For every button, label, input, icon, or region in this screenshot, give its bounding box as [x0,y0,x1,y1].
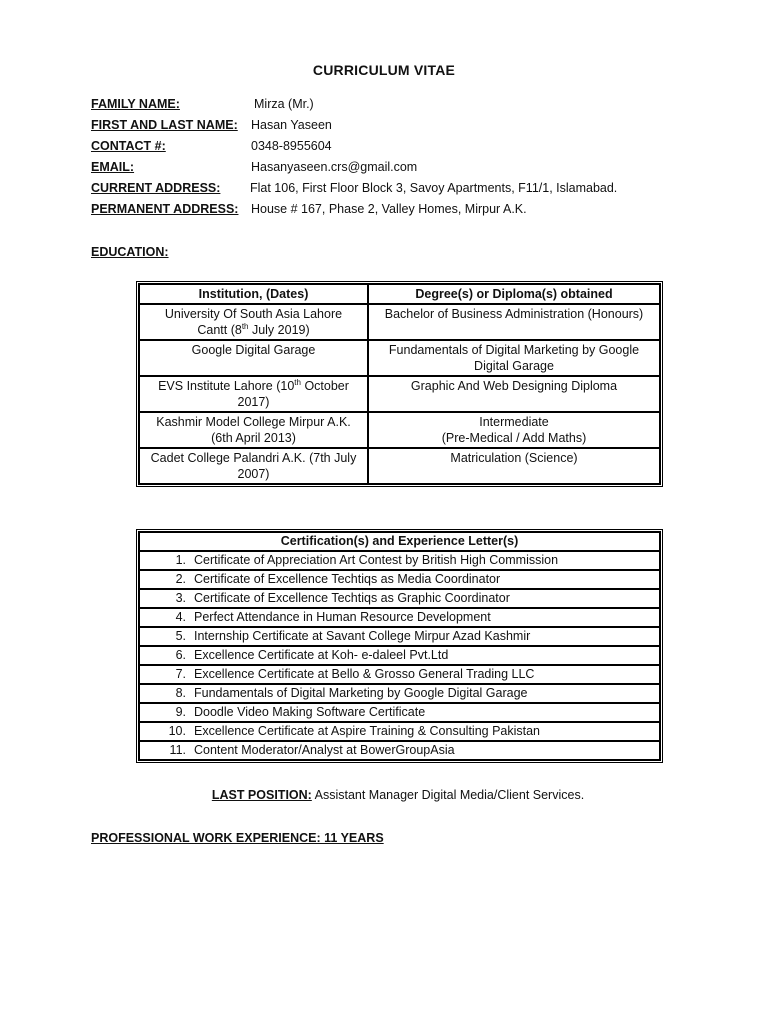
institution-cell [139,304,368,340]
certificate-cell [139,608,660,627]
table-row [139,376,660,412]
list-number: 11. [169,743,186,757]
list-number: 8. [175,686,186,700]
degree-cell [368,448,660,484]
email-row [91,160,711,178]
column-header: Certification(s) and Experience Letter(s) [139,532,660,551]
list-number: 4. [175,610,186,624]
certificate-text: Excellence Certificate at Koh- e-daleel Pvt.Ltd [194,648,449,662]
certificate-text: Certificate of Excellence Techtiqs as Graphic Coordinator [194,591,510,605]
certificate-cell [139,570,660,589]
field-label: FAMILY NAME: [91,97,180,111]
field-value: Hasan Yaseen [251,118,332,132]
certifications-table [138,531,661,761]
degree-text: (Pre-Medical / Add Maths) [441,431,587,445]
certificate-text: Certificate of Appreciation Art Contest by British High Commission [194,553,559,567]
institution-text: Cadet College Palandri A.K. (7th July [150,451,357,465]
degree-text: Bachelor of Business Administration (Honours) [384,307,644,321]
table-row [139,340,660,376]
table-row [139,608,660,627]
table-row [139,627,660,646]
table-row [139,448,660,484]
institution-text: Kashmir Model College Mirpur A.K. [156,415,351,429]
table-header-row [139,532,660,551]
contact-row [91,139,711,157]
list-number: 5. [175,629,186,643]
degree-text: Digital Garage [474,359,554,373]
field-label: EMAIL: [91,160,135,174]
field-label: PERMANENT ADDRESS: [91,202,239,216]
institution-cell [139,448,368,484]
institution-cell [139,340,368,376]
field-value: House # 167, Phase 2, Valley Homes, Mirpur A.K. [251,202,527,216]
institution-text: 2007) [237,467,270,481]
family-name-row [91,97,711,115]
institution-text: Google Digital Garage [191,343,316,357]
certificate-cell [139,646,660,665]
table-header-row [139,284,660,304]
institution-text: 2017) [237,395,270,409]
table-row [139,589,660,608]
certificate-text: Doodle Video Making Software Certificate [194,705,426,719]
last-position-line [0,788,768,802]
list-number: 7. [175,667,186,681]
first-last-name-row [91,118,711,136]
table-row [139,646,660,665]
institution-text: October [300,379,349,393]
institution-text: (6th April 2013) [211,431,296,445]
field-value: Flat 106, First Floor Block 3, Savoy Apartments, F11/1, Islamabad. [250,181,618,195]
field-value: Mirza (Mr.) [254,97,314,111]
column-header: Degree(s) or Diploma(s) obtained [368,284,660,304]
field-value: 0348-8955604 [251,139,332,153]
table-row [139,722,660,741]
list-number: 1. [175,553,186,567]
current-address-row [91,181,711,199]
list-number: 10. [168,724,186,738]
ordinal-suffix: th [294,377,301,387]
ordinal-suffix: th [241,321,249,331]
table-row [139,741,660,760]
list-number: 6. [175,648,186,662]
list-number: 3. [175,591,186,605]
certificate-cell [139,627,660,646]
table-row [139,412,660,448]
table-row [139,304,660,340]
field-label: CURRENT ADDRESS: [91,181,221,195]
list-number: 9. [175,705,186,719]
institution-text: University Of South Asia Lahore [164,307,343,321]
certificate-cell [139,665,660,684]
last-position-value: Assistant Manager Digital Media/Client Services. [311,788,585,802]
certificate-cell [139,551,660,570]
field-label: FIRST AND LAST NAME: [91,118,238,132]
degree-cell [368,376,660,412]
certificate-cell [139,703,660,722]
table-row [139,551,660,570]
certificate-text: Content Moderator/Analyst at BowerGroupAsia [194,743,455,757]
certificate-text: Internship Certificate at Savant College Mirpur Azad Kashmir [194,629,531,643]
institution-text: EVS Institute Lahore (10 [158,379,295,393]
certificate-text: Excellence Certificate at Bello & Grosso General Trading LLC [194,667,535,681]
degree-text: Matriculation (Science) [450,451,578,465]
experience-heading: PROFESSIONAL WORK EXPERIENCE: 11 YEARS [91,831,384,845]
table-row [139,684,660,703]
certificate-text: Fundamentals of Digital Marketing by Google Digital Garage [194,686,528,700]
degree-text: Intermediate [479,415,549,429]
degree-cell [368,412,660,448]
certificate-text: Perfect Attendance in Human Resource Development [194,610,491,624]
certificate-text: Excellence Certificate at Aspire Training & Consulting Pakistan [194,724,541,738]
education-heading: EDUCATION: [91,245,169,259]
certificate-cell [139,741,660,760]
certificate-cell [139,722,660,741]
certificate-cell [139,684,660,703]
degree-text: Fundamentals of Digital Marketing by Google [388,343,640,357]
permanent-address-row [91,202,711,220]
institution-cell [139,412,368,448]
education-table [138,283,661,485]
list-number: 2. [175,572,186,586]
degree-cell [368,304,660,340]
certificate-cell [139,589,660,608]
column-header: Institution, (Dates) [139,284,368,304]
table-row [139,665,660,684]
institution-text: Cantt (8 [197,323,242,337]
table-row [139,570,660,589]
email-value: Hasanyaseen.crs@gmail.com [251,160,418,174]
degree-text: Graphic And Web Designing Diploma [410,379,618,393]
institution-text: July 2019) [248,323,310,337]
institution-cell [139,376,368,412]
document-title: CURRICULUM VITAE [312,62,456,78]
certificate-text: Certificate of Excellence Techtiqs as Media Coordinator [194,572,501,586]
last-position-label: LAST POSITION: [211,788,312,802]
degree-cell [368,340,660,376]
field-label: CONTACT #: [91,139,166,153]
table-row [139,703,660,722]
